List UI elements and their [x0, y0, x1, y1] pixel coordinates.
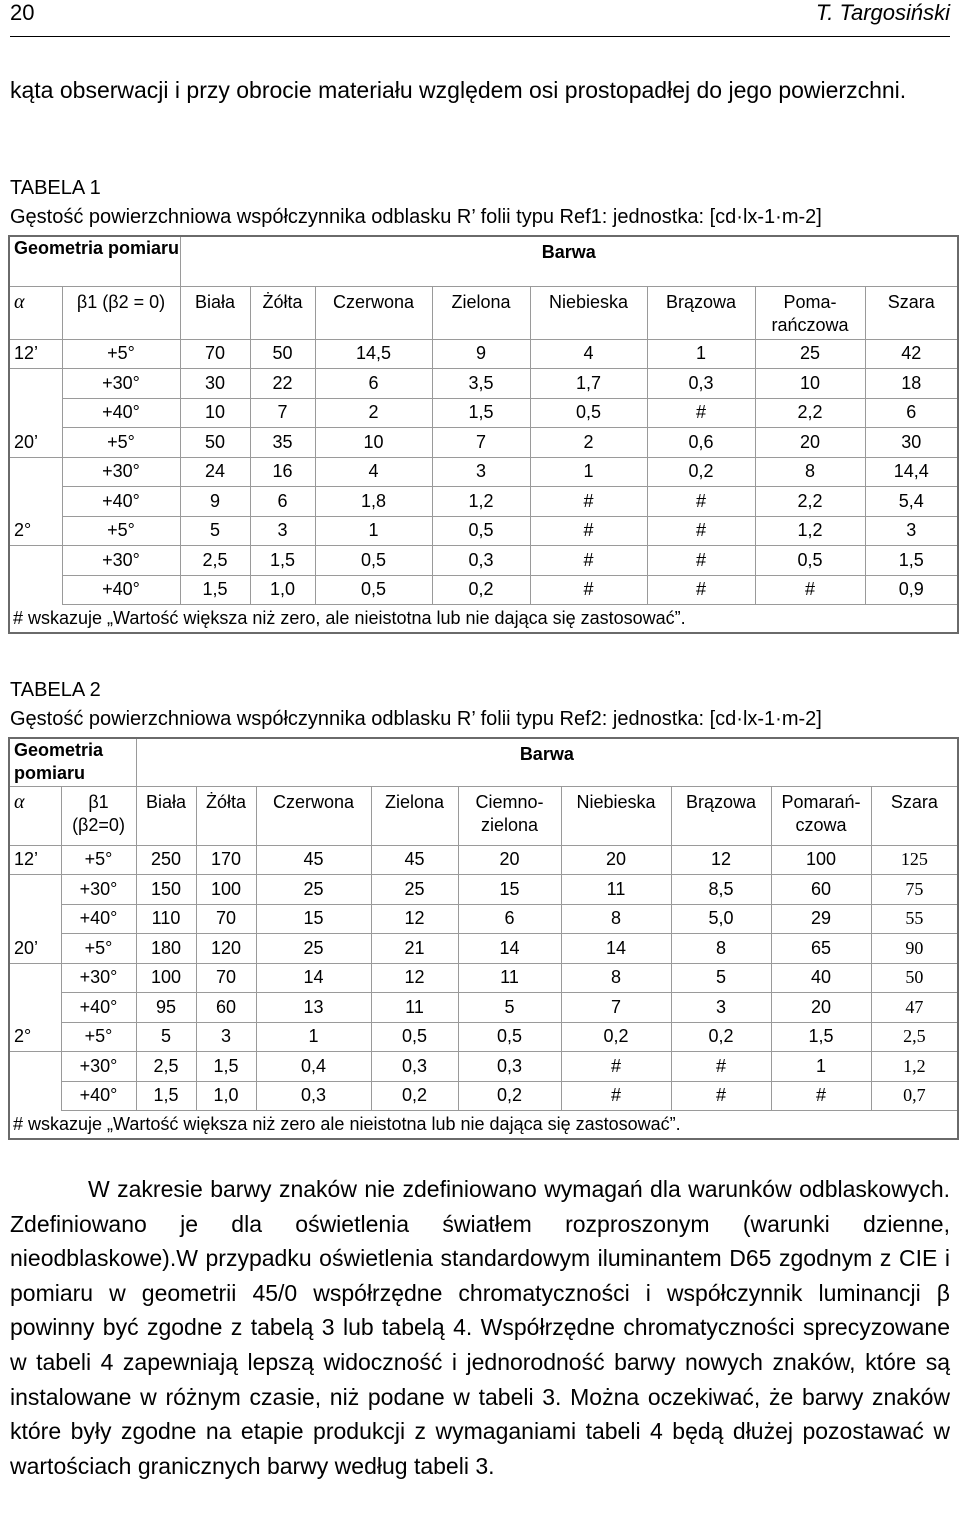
value-cell: 70 — [180, 339, 250, 369]
value-cell: 90 — [871, 934, 958, 964]
table-note: # wskazuje „Wartość większa niż zero ale nieistotna lub nie dająca się zastosować”. — [9, 1111, 958, 1139]
value-cell: 1,8 — [315, 487, 432, 517]
value-cell: 0,9 — [865, 575, 958, 605]
value-cell: 5 — [671, 963, 771, 993]
value-cell: 70 — [196, 963, 256, 993]
column-header: Ciemno-zielona — [458, 786, 561, 845]
value-cell: # — [530, 487, 647, 517]
value-cell: 8 — [755, 457, 865, 487]
value-cell: 8 — [561, 963, 671, 993]
value-cell: 1,5 — [250, 546, 315, 576]
value-cell: 1,2 — [432, 487, 530, 517]
value-cell: 29 — [771, 904, 871, 934]
value-cell: 75 — [871, 875, 958, 905]
beta-cell: +30° — [62, 369, 180, 399]
value-cell: 125 — [871, 845, 958, 875]
value-cell: 1,5 — [136, 1081, 196, 1111]
table2 — [8, 737, 959, 1140]
column-header: Biała — [136, 786, 196, 845]
value-cell: 1 — [256, 1022, 371, 1052]
color-header: Barwa — [136, 738, 958, 786]
value-cell: 1 — [530, 457, 647, 487]
beta-cell: +30° — [61, 875, 136, 905]
value-cell: 60 — [196, 993, 256, 1023]
value-cell: 6 — [250, 487, 315, 517]
table-row — [9, 1081, 958, 1111]
alpha-cell: 20’ — [9, 934, 61, 964]
value-cell: 3 — [865, 516, 958, 546]
value-cell: 0,5 — [530, 398, 647, 428]
column-header: Zielona — [371, 786, 458, 845]
value-cell: 100 — [136, 963, 196, 993]
value-cell: 1,5 — [865, 546, 958, 576]
table1-caption: Gęstość powierzchniowa współczynnika odblasku R’ folii typu Ref1: jednostka: [cd·lx-1·m-2] — [10, 206, 822, 228]
value-cell: 7 — [561, 993, 671, 1023]
value-cell: # — [647, 398, 755, 428]
value-cell: 3 — [250, 516, 315, 546]
intro-paragraph: kąta obserwacji i przy obrocie materiału względem osi prostopadłej do jego powierzchni. — [10, 77, 907, 103]
value-cell: 30 — [180, 369, 250, 399]
column-header: Biała — [180, 286, 250, 339]
value-cell: 9 — [180, 487, 250, 517]
value-cell: 15 — [458, 875, 561, 905]
value-cell: 11 — [371, 993, 458, 1023]
column-header: Zielona — [432, 286, 530, 339]
value-cell: 0,3 — [432, 546, 530, 576]
value-cell: 12 — [371, 904, 458, 934]
table-row — [9, 845, 958, 875]
value-cell: 10 — [315, 428, 432, 458]
column-header: Pomarań-czowa — [771, 786, 871, 845]
value-cell: # — [530, 516, 647, 546]
value-cell: 22 — [250, 369, 315, 399]
alpha-cell — [9, 875, 61, 905]
value-cell: 3 — [196, 1022, 256, 1052]
table-row — [9, 1022, 958, 1052]
value-cell: 100 — [771, 845, 871, 875]
value-cell: 1,5 — [180, 575, 250, 605]
value-cell: 8 — [561, 904, 671, 934]
beta-cell: +5° — [61, 845, 136, 875]
running-author: T. Targosiński — [815, 0, 950, 25]
value-cell: 0,3 — [458, 1052, 561, 1082]
value-cell: 7 — [432, 428, 530, 458]
table-row — [9, 904, 958, 934]
value-cell: 4 — [315, 457, 432, 487]
color-header: Barwa — [180, 236, 958, 286]
column-header: Żółta — [196, 786, 256, 845]
value-cell: 5,4 — [865, 487, 958, 517]
value-cell: 24 — [180, 457, 250, 487]
table-row — [9, 934, 958, 964]
value-cell: 50 — [180, 428, 250, 458]
value-cell: 2,5 — [136, 1052, 196, 1082]
table-row — [9, 428, 958, 458]
alpha-cell — [9, 575, 62, 605]
table-note: # wskazuje „Wartość większa niż zero, ale nieistotna lub nie dająca się zastosować”. — [9, 605, 958, 633]
value-cell: 10 — [755, 369, 865, 399]
alpha-cell: 20’ — [9, 428, 62, 458]
alpha-cell — [9, 963, 61, 993]
value-cell: 0,3 — [647, 369, 755, 399]
table-row — [9, 575, 958, 605]
value-cell: 60 — [771, 875, 871, 905]
value-cell: 0,2 — [671, 1022, 771, 1052]
value-cell: 25 — [256, 875, 371, 905]
table2-label: TABELA 2 — [10, 679, 101, 701]
column-header: Niebieska — [561, 786, 671, 845]
column-header: Niebieska — [530, 286, 647, 339]
value-cell: 1,7 — [530, 369, 647, 399]
table-row — [9, 963, 958, 993]
value-cell: 70 — [196, 904, 256, 934]
value-cell: 2,5 — [180, 546, 250, 576]
value-cell: # — [647, 546, 755, 576]
value-cell: 16 — [250, 457, 315, 487]
beta-cell: +40° — [61, 993, 136, 1023]
table-row — [9, 1052, 958, 1082]
table2-caption: Gęstość powierzchniowa współczynnika odblasku R’ folii typu Ref2: jednostka: [cd·lx-1·m-2] — [10, 708, 822, 730]
value-cell: 20 — [561, 845, 671, 875]
value-cell: 55 — [871, 904, 958, 934]
alpha-cell — [9, 993, 61, 1023]
table-row — [9, 398, 958, 428]
value-cell: 10 — [180, 398, 250, 428]
value-cell: 25 — [256, 934, 371, 964]
value-cell: 20 — [755, 428, 865, 458]
value-cell: 1,5 — [771, 1022, 871, 1052]
value-cell: # — [561, 1081, 671, 1111]
value-cell: 6 — [315, 369, 432, 399]
table1 — [8, 235, 959, 634]
alpha-cell: 12’ — [9, 845, 61, 875]
value-cell: 170 — [196, 845, 256, 875]
value-cell: 5,0 — [671, 904, 771, 934]
beta-cell: +5° — [61, 934, 136, 964]
value-cell: 2,2 — [755, 487, 865, 517]
value-cell: 0,2 — [647, 457, 755, 487]
value-cell: 20 — [771, 993, 871, 1023]
value-cell: # — [671, 1052, 771, 1082]
value-cell: 1,2 — [871, 1052, 958, 1082]
value-cell: 4 — [530, 339, 647, 369]
value-cell: 9 — [432, 339, 530, 369]
column-header: Brązowa — [671, 786, 771, 845]
table-row — [9, 369, 958, 399]
geometry-header: Geometria pomiaru — [9, 738, 136, 786]
page-number: 20 — [10, 0, 35, 25]
value-cell: 1,0 — [196, 1081, 256, 1111]
value-cell: # — [671, 1081, 771, 1111]
value-cell: 1 — [647, 339, 755, 369]
value-cell: 8 — [671, 934, 771, 964]
value-cell: # — [647, 575, 755, 605]
alpha-cell — [9, 1081, 61, 1111]
value-cell: 1,0 — [250, 575, 315, 605]
table-row — [9, 546, 958, 576]
value-cell: # — [647, 487, 755, 517]
value-cell: 110 — [136, 904, 196, 934]
value-cell: 0,2 — [371, 1081, 458, 1111]
value-cell: 95 — [136, 993, 196, 1023]
value-cell: 3 — [671, 993, 771, 1023]
alpha-cell — [9, 1052, 61, 1082]
beta-cell: +40° — [62, 575, 180, 605]
value-cell: 0,2 — [458, 1081, 561, 1111]
table1-label: TABELA 1 — [10, 177, 101, 199]
beta-cell: +5° — [61, 1022, 136, 1052]
page-header — [10, 0, 950, 37]
table-row — [9, 487, 958, 517]
beta-cell: +40° — [62, 487, 180, 517]
value-cell: 1,5 — [432, 398, 530, 428]
beta-cell: +40° — [61, 904, 136, 934]
alpha-symbol: α — [14, 790, 25, 813]
alpha-cell — [9, 487, 62, 517]
value-cell: 25 — [755, 339, 865, 369]
value-cell: 12 — [371, 963, 458, 993]
value-cell: 12 — [671, 845, 771, 875]
alpha-cell — [9, 904, 61, 934]
beta-header: β1 (β2 = 0) — [76, 291, 166, 312]
value-cell: 180 — [136, 934, 196, 964]
value-cell: # — [530, 546, 647, 576]
geometry-header: Geometria pomiaru — [9, 236, 180, 286]
column-header: Szara — [865, 286, 958, 339]
value-cell: 50 — [871, 963, 958, 993]
alpha-symbol: α — [14, 290, 25, 313]
column-header: Żółta — [250, 286, 315, 339]
alpha-cell — [9, 457, 62, 487]
value-cell: 150 — [136, 875, 196, 905]
value-cell: 120 — [196, 934, 256, 964]
column-header: Brązowa — [647, 286, 755, 339]
value-cell: 0,2 — [432, 575, 530, 605]
value-cell: 21 — [371, 934, 458, 964]
beta-cell: +30° — [61, 1052, 136, 1082]
value-cell: 42 — [865, 339, 958, 369]
table-row — [9, 516, 958, 546]
value-cell: 0,6 — [647, 428, 755, 458]
column-header: Szara — [871, 786, 958, 845]
body-paragraph: W zakresie barwy znaków nie zdefiniowano wymagań dla warunków odblaskowych. Zdefiniowano je dla oświetlenia światłem rozproszonym (warunki dzienne, nieodblaskowe).W przypadku oświetlenia standardowym iluminantem D65 zgodnym z CIE i pomiaru w geometrii 45/0 współrzędne chromatyczności i współczynnik luminancji β powinny być zgodne z tabelą 3 lub tabelą 4. Współrzędne chromatyczności sprecyzowane w tabeli 4 zapewniają lepszą widoczność i jednorodność barwy nowych znaków, które są instalowane w różnym czasie, niż podane w tabeli 3. Można oczekiwać, że barwy znaków które były zgodne na etapie produkcji z wymaganiami tabeli 4 będą dłużej pozostawać w wartościach granicznych barwy według tabeli 3. — [10, 1176, 950, 1479]
value-cell: # — [530, 575, 647, 605]
value-cell: 14 — [256, 963, 371, 993]
column-header: Poma-rańczowa — [755, 286, 865, 339]
value-cell: 0,5 — [432, 516, 530, 546]
column-header: Czerwona — [256, 786, 371, 845]
alpha-cell — [9, 546, 62, 576]
value-cell: 35 — [250, 428, 315, 458]
table-row — [9, 339, 958, 369]
alpha-cell: 2° — [9, 1022, 61, 1052]
value-cell: 3 — [432, 457, 530, 487]
alpha-cell: 2° — [9, 516, 62, 546]
value-cell: 0,7 — [871, 1081, 958, 1111]
value-cell: 2 — [315, 398, 432, 428]
table-row — [9, 993, 958, 1023]
value-cell: 5 — [136, 1022, 196, 1052]
value-cell: 1 — [771, 1052, 871, 1082]
value-cell: 0,3 — [256, 1081, 371, 1111]
value-cell: 11 — [561, 875, 671, 905]
value-cell: 6 — [865, 398, 958, 428]
value-cell: 11 — [458, 963, 561, 993]
value-cell: 40 — [771, 963, 871, 993]
beta-cell: +5° — [62, 339, 180, 369]
value-cell: 30 — [865, 428, 958, 458]
beta-cell: +40° — [62, 398, 180, 428]
value-cell: 14 — [458, 934, 561, 964]
value-cell: 18 — [865, 369, 958, 399]
alpha-cell — [9, 398, 62, 428]
value-cell: 5 — [180, 516, 250, 546]
value-cell: 0,2 — [561, 1022, 671, 1052]
value-cell: 25 — [371, 875, 458, 905]
beta-cell: +30° — [62, 546, 180, 576]
value-cell: 0,5 — [315, 575, 432, 605]
value-cell: 2 — [530, 428, 647, 458]
table-row — [9, 457, 958, 487]
column-header: Czerwona — [315, 286, 432, 339]
value-cell: # — [647, 516, 755, 546]
beta-header: β1 (β2=0) — [72, 791, 125, 835]
value-cell: 45 — [371, 845, 458, 875]
beta-cell: +30° — [62, 457, 180, 487]
value-cell: 5 — [458, 993, 561, 1023]
value-cell: 7 — [250, 398, 315, 428]
value-cell: 1,5 — [196, 1052, 256, 1082]
value-cell: 0,5 — [458, 1022, 561, 1052]
beta-cell: +40° — [61, 1081, 136, 1111]
beta-cell: +5° — [62, 516, 180, 546]
value-cell: 13 — [256, 993, 371, 1023]
value-cell: # — [771, 1081, 871, 1111]
value-cell: 1,2 — [755, 516, 865, 546]
beta-cell: +30° — [61, 963, 136, 993]
value-cell: 0,5 — [371, 1022, 458, 1052]
value-cell: 65 — [771, 934, 871, 964]
value-cell: 6 — [458, 904, 561, 934]
value-cell: 3,5 — [432, 369, 530, 399]
value-cell: 2,5 — [871, 1022, 958, 1052]
value-cell: 50 — [250, 339, 315, 369]
value-cell: 14,5 — [315, 339, 432, 369]
value-cell: # — [755, 575, 865, 605]
value-cell: 20 — [458, 845, 561, 875]
value-cell: # — [561, 1052, 671, 1082]
value-cell: 45 — [256, 845, 371, 875]
value-cell: 250 — [136, 845, 196, 875]
value-cell: 0,5 — [755, 546, 865, 576]
value-cell: 2,2 — [755, 398, 865, 428]
value-cell: 0,4 — [256, 1052, 371, 1082]
value-cell: 0,5 — [315, 546, 432, 576]
table-row — [9, 875, 958, 905]
value-cell: 0,3 — [371, 1052, 458, 1082]
alpha-cell: 12’ — [9, 339, 62, 369]
value-cell: 1 — [315, 516, 432, 546]
beta-cell: +5° — [62, 428, 180, 458]
value-cell: 15 — [256, 904, 371, 934]
alpha-cell — [9, 369, 62, 399]
value-cell: 47 — [871, 993, 958, 1023]
value-cell: 100 — [196, 875, 256, 905]
value-cell: 14 — [561, 934, 671, 964]
value-cell: 14,4 — [865, 457, 958, 487]
value-cell: 8,5 — [671, 875, 771, 905]
